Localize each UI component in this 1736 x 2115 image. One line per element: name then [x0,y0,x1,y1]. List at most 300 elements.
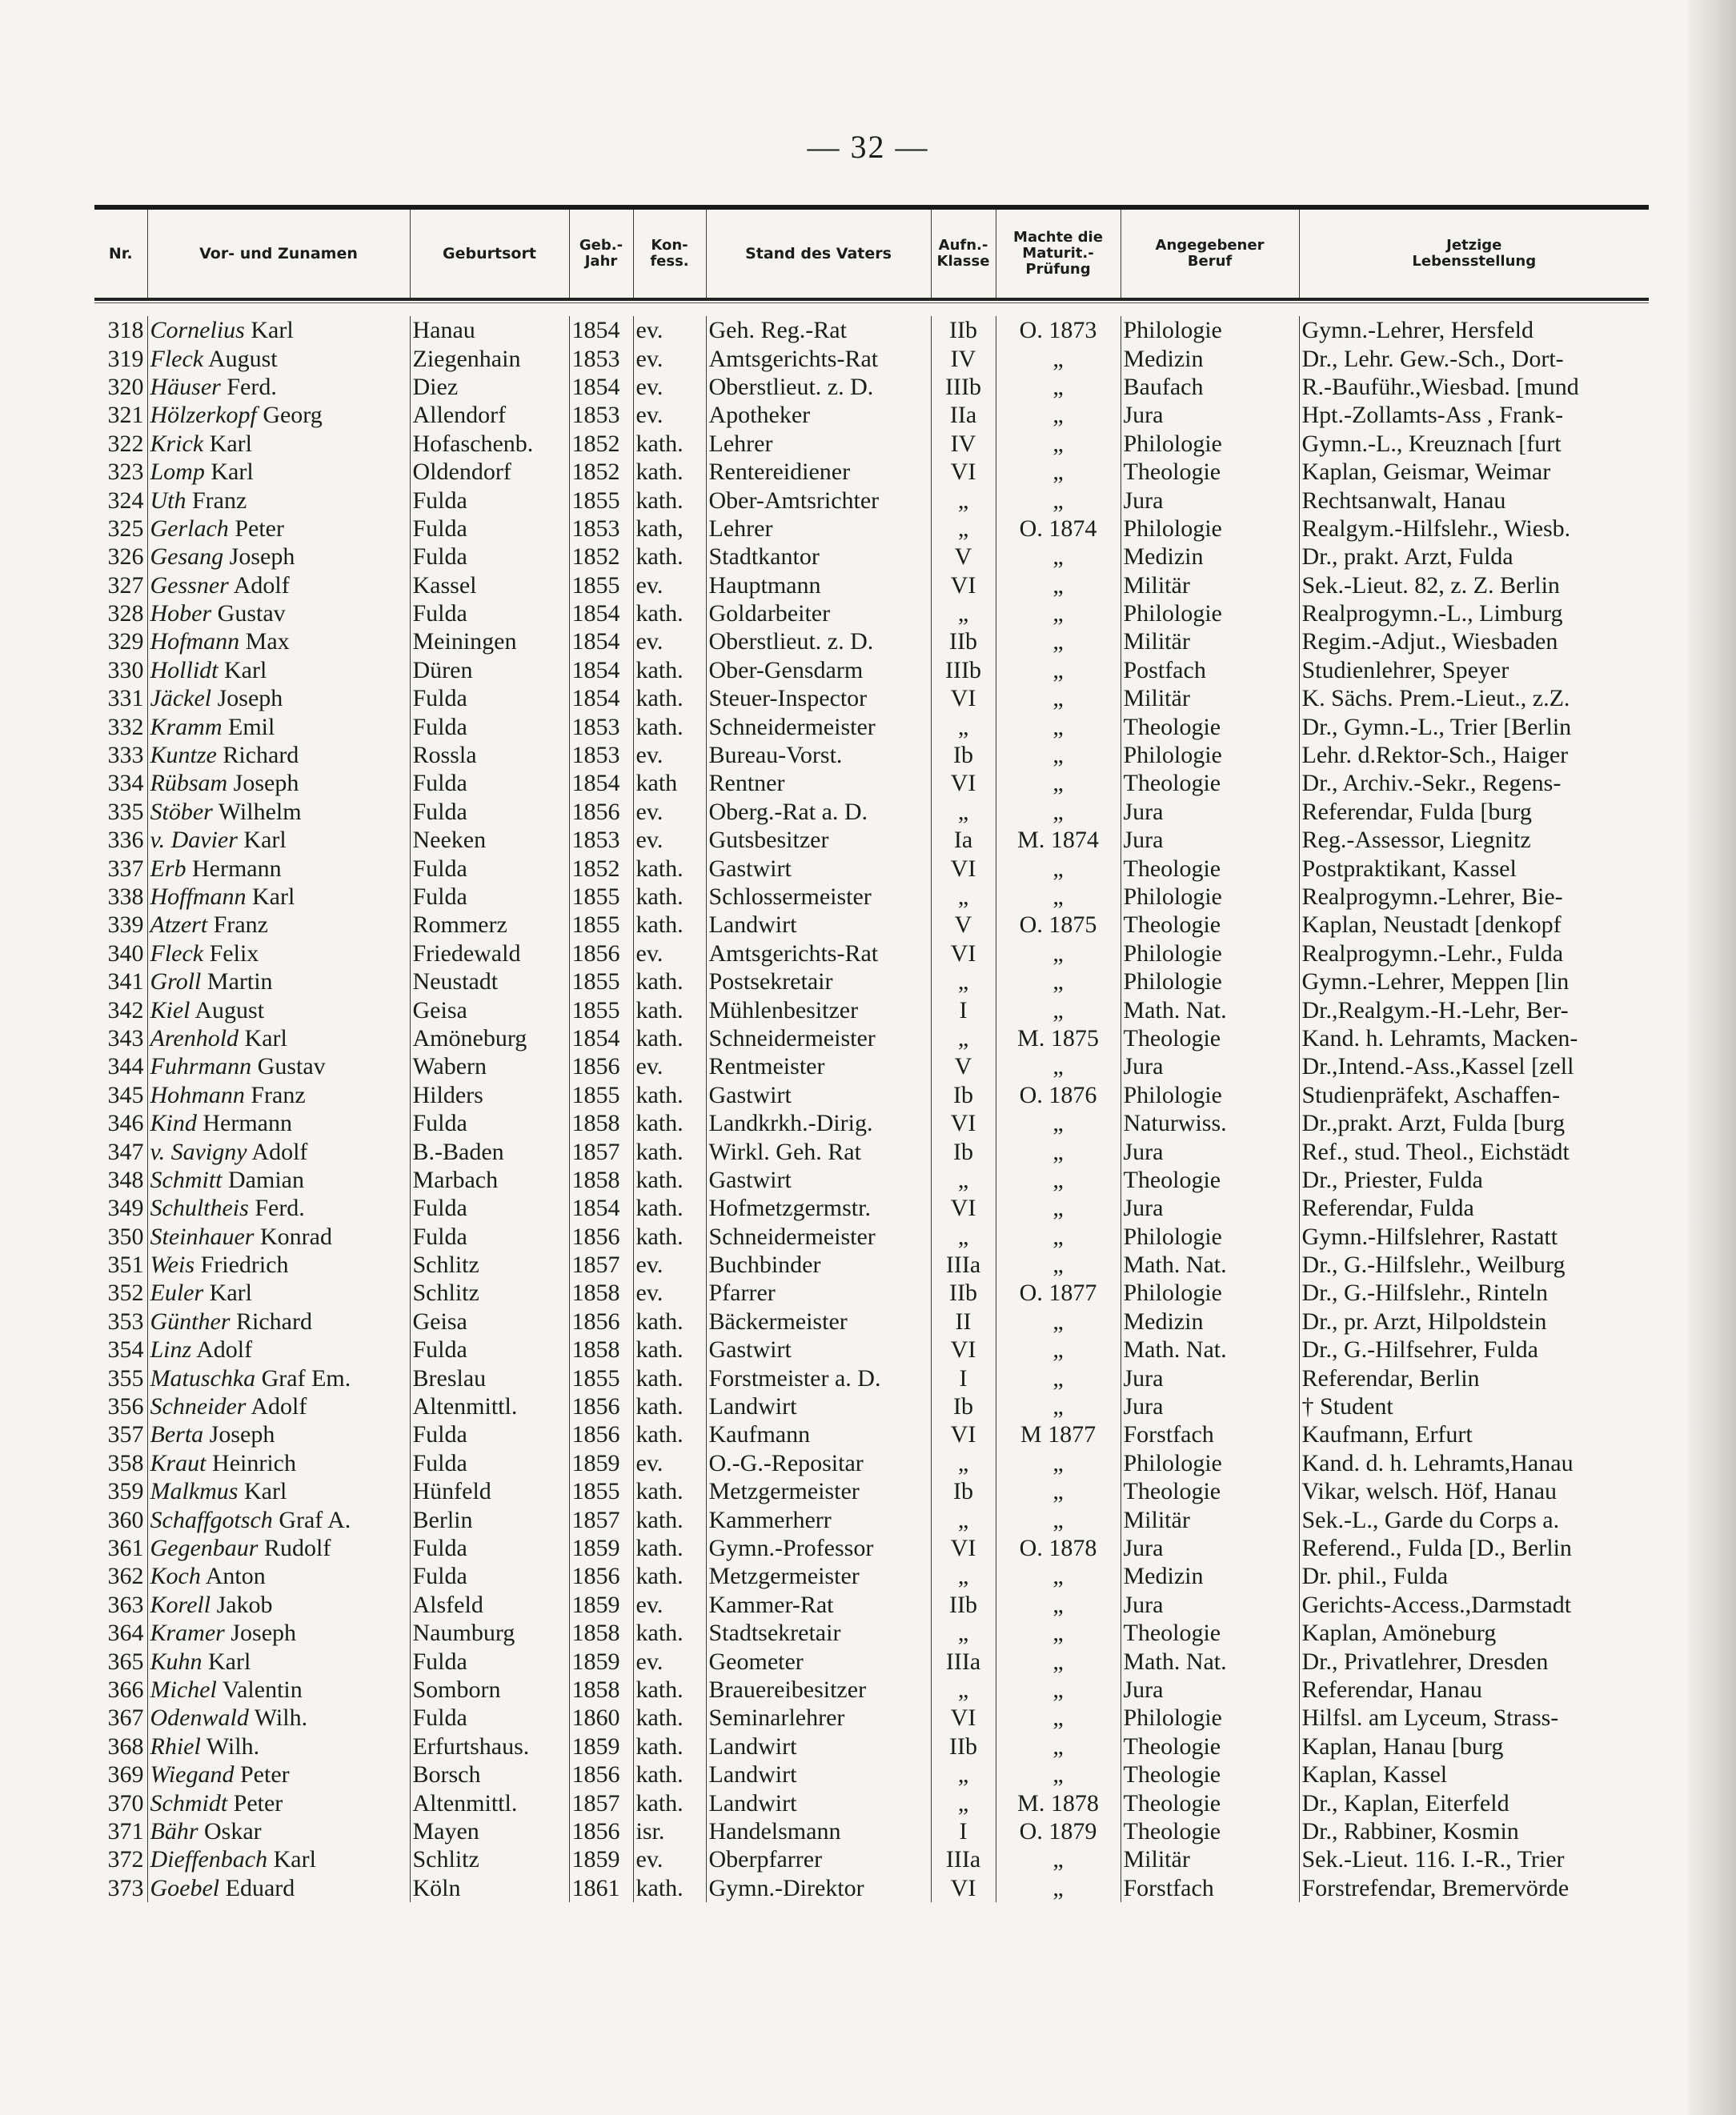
cell-confession: kath. [633,1109,706,1137]
cell-birth-year: 1856 [569,939,633,967]
cell-admission-class: IV [931,344,996,372]
surname: Lomp [150,459,205,486]
cell-profession: Theologie [1121,1760,1299,1789]
cell-profession: Militär [1121,1505,1299,1533]
cell-confession: isr. [633,1817,706,1845]
given-name: Karl [210,459,254,486]
table-row [94,1477,1649,1505]
cell-current-position: Kaplan, Kassel [1301,1761,1448,1789]
cell-birth-year: 1856 [569,1760,633,1789]
table-row [94,627,1649,655]
cell-name [147,1308,410,1336]
cell-profession: Jura [1121,798,1299,826]
cell-admission-class: IIb [931,627,996,655]
cell-current-position: Ref., stud. Theol., Eichstädt [1301,1138,1570,1165]
cell-nr: 323 [94,458,147,486]
cell-admission-class: „ [931,1760,996,1789]
cell-nr: 370 [94,1789,147,1817]
header-admission-class: Aufn.- Klasse [931,210,996,298]
given-name: Graf A. [279,1506,351,1533]
cell-name [147,967,410,995]
cell-admission-class: Ib [931,1081,996,1109]
cell-admission-class: IIb [931,316,996,344]
surname: Fuhrmann [150,1053,252,1080]
cell-birth-year: 1856 [569,1420,633,1448]
cell-nr: 332 [94,712,147,740]
table-row [94,741,1649,769]
table-row [94,798,1649,826]
cell-birth-year: 1853 [569,401,633,429]
cell-name [147,684,410,712]
cell-current-position: Dr.,Intend.-Ass.,Kassel [zell [1301,1053,1574,1080]
cell-admission-class: IV [931,430,996,458]
cell-admission-class: „ [931,599,996,627]
surname: Dieffenbach [150,1846,268,1873]
cell-confession: kath. [633,1223,706,1251]
table-row [94,712,1649,740]
cell-birthplace: Schlitz [410,1251,569,1279]
surname: Steinhauer [150,1223,255,1250]
cell-matur-exam: „ [996,741,1121,769]
cell-nr: 321 [94,401,147,429]
cell-birth-year: 1858 [569,1676,633,1704]
given-name: Emil [228,713,275,740]
cell-father: Schneidermeister [706,1223,931,1251]
cell-admission-class: „ [931,1789,996,1817]
given-name: Adolf [251,1393,307,1420]
surname: Kramm [150,713,223,740]
surname: Korell [150,1591,211,1618]
cell-nr: 368 [94,1732,147,1760]
cell-matur-exam: „ [996,939,1121,967]
cell-matur-exam: O. 1879 [996,1817,1121,1845]
cell-current-position: Postpraktikant, Kassel [1301,855,1517,882]
cell-current-position: Vikar, welsch. Höf, Hanau [1301,1478,1558,1505]
cell-admission-class: VI [931,1109,996,1137]
page-edge-shadow [1688,0,1736,2115]
cell-father: Kaufmann [706,1420,931,1448]
cell-birthplace: Somborn [410,1676,569,1704]
given-name: Peter [235,515,284,542]
cell-current-position: Kaplan, Amöneburg [1301,1620,1497,1647]
table-row [94,599,1649,627]
cell-admission-class: „ [931,1619,996,1647]
surname: Linz [150,1336,192,1364]
cell-confession: kath. [633,1732,706,1760]
cell-matur-exam: „ [996,1392,1121,1420]
cell-current-position: Studienpräfekt, Aschaffen- [1301,1081,1561,1108]
given-name: Oskar [204,1817,262,1845]
surname: Kuntze [150,742,217,769]
table-row [94,1704,1649,1732]
header-birthplace: Geburtsort [410,210,569,298]
cell-name [147,826,410,854]
surname: Kiel [150,996,190,1023]
given-name: Hermann [202,1110,292,1137]
cell-nr: 327 [94,571,147,599]
given-name: Wilh. [206,1732,260,1760]
cell-current-position: Dr., G.-Hilfslehr., Rinteln [1301,1280,1548,1307]
cell-name [147,656,410,684]
cell-admission-class: VI [931,1873,996,1901]
cell-birthplace: Friedewald [410,939,569,967]
table-row [94,826,1649,854]
cell-name [147,1676,410,1704]
cell-name [147,373,410,401]
surname: Kuhn [150,1648,202,1675]
cell-confession: kath. [633,1505,706,1533]
cell-confession: ev. [633,627,706,655]
cell-nr: 356 [94,1392,147,1420]
cell-nr: 318 [94,316,147,344]
cell-confession: kath. [633,1676,706,1704]
cell-nr: 354 [94,1336,147,1364]
cell-matur-exam: „ [996,769,1121,797]
cell-name [147,401,410,429]
cell-birth-year: 1855 [569,1364,633,1392]
cell-profession: Philologie [1121,1449,1299,1477]
given-name: Karl [252,883,295,910]
cell-confession: kath. [633,543,706,571]
cell-birthplace: Oldendorf [410,458,569,486]
cell-nr: 329 [94,627,147,655]
cell-father: Postsekretair [706,967,931,995]
cell-birthplace: Fulda [410,515,569,543]
cell-name [147,1449,410,1477]
cell-profession: Baufach [1121,373,1299,401]
cell-birth-year: 1853 [569,741,633,769]
cell-name [147,1166,410,1194]
cell-admission-class: V [931,543,996,571]
cell-name [147,1562,410,1590]
given-name: August [207,345,278,372]
cell-nr: 337 [94,854,147,882]
cell-profession: Philologie [1121,316,1299,344]
cell-birth-year: 1856 [569,1223,633,1251]
cell-birthplace: Breslau [410,1364,569,1392]
cell-name [147,1364,410,1392]
given-name: Adolf [233,571,290,599]
cell-current-position: Referend., Fulda [D., Berlin [1301,1534,1572,1561]
given-name: Wilh. [254,1704,308,1732]
cell-father: Rentmeister [706,1052,931,1080]
cell-profession: Medizin [1121,543,1299,571]
cell-birth-year: 1858 [569,1336,633,1364]
cell-admission-class: I [931,1364,996,1392]
cell-confession: ev. [633,316,706,344]
cell-name [147,1251,410,1279]
cell-father: Lehrer [706,430,931,458]
table-row [94,1647,1649,1675]
surname: Matuschka [150,1364,256,1392]
cell-admission-class: „ [931,967,996,995]
cell-father: Metzgermeister [706,1562,931,1590]
cell-birth-year: 1859 [569,1732,633,1760]
cell-birth-year: 1856 [569,798,633,826]
cell-birth-year: 1854 [569,627,633,655]
cell-matur-exam: „ [996,967,1121,995]
cell-birth-year: 1854 [569,316,633,344]
header-birth-year: Geb.- Jahr [569,210,633,298]
surname: Schultheis [150,1195,249,1222]
cell-admission-class: Ib [931,1137,996,1165]
cell-name [147,1789,410,1817]
cell-name [147,1477,410,1505]
surname: Rhiel [150,1732,201,1760]
table-row [94,1760,1649,1789]
cell-name [147,1109,410,1137]
cell-current-position: Hilfsl. am Lyceum, Strass- [1301,1704,1559,1732]
cell-matur-exam: „ [996,854,1121,882]
cell-profession: Math. Nat. [1121,1647,1299,1675]
surname: Hoffmann [150,883,247,910]
cell-nr: 348 [94,1166,147,1194]
cell-name [147,1760,410,1789]
cell-matur-exam: „ [996,1194,1121,1222]
given-name: Richard [223,742,299,769]
cell-current-position: Dr., G.-Hilfslehr., Weilburg [1301,1252,1566,1279]
cell-father: Gymn.-Direktor [706,1873,931,1901]
cell-current-position: Kaplan, Geismar, Weimar [1301,459,1551,486]
cell-birth-year: 1857 [569,1789,633,1817]
cell-name [147,1873,410,1901]
cell-name [147,741,410,769]
cell-name [147,854,410,882]
cell-father: Buchbinder [706,1251,931,1279]
cell-profession: Militär [1121,571,1299,599]
cell-current-position: Gerichts-Access.,Darmstadt [1301,1591,1572,1618]
cell-nr: 365 [94,1647,147,1675]
surname: Arenhold [150,1024,239,1051]
cell-current-position: Gymn.-L., Kreuznach [furt [1301,430,1562,457]
given-name: Karl [209,430,252,457]
cell-father: Kammerherr [706,1505,931,1533]
cell-current-position: Realprogymn.-Lehr., Fulda [1301,939,1564,967]
cell-matur-exam: „ [996,1760,1121,1789]
cell-profession: Militär [1121,1845,1299,1873]
cell-confession: kath. [633,1081,706,1109]
cell-name [147,883,410,911]
student-register-table [94,210,1649,1902]
cell-profession: Postfach [1121,656,1299,684]
cell-current-position: Forstrefendar, Bremervörde [1301,1874,1570,1901]
cell-confession: ev. [633,1647,706,1675]
cell-admission-class: „ [931,1223,996,1251]
given-name: Graf Em. [261,1364,351,1392]
table-row [94,939,1649,967]
cell-confession: ev. [633,798,706,826]
cell-admission-class: VI [931,1420,996,1448]
cell-current-position: Referendar, Fulda [burg [1301,798,1532,825]
cell-admission-class: VI [931,684,996,712]
cell-confession: kath. [633,854,706,882]
cell-name [147,515,410,543]
surname: Hofmann [150,628,240,655]
cell-confession: kath. [633,1166,706,1194]
cell-father: Oberstlieut. z. D. [706,373,931,401]
header-name: Vor- und Zunamen [147,210,410,298]
cell-current-position: Realgym.-Hilfslehr., Wiesb. [1301,515,1571,542]
cell-birthplace: Neeken [410,826,569,854]
cell-profession: Theologie [1121,769,1299,797]
cell-matur-exam: „ [996,1477,1121,1505]
cell-birth-year: 1859 [569,1591,633,1619]
table-row [94,571,1649,599]
cell-birthplace: Fulda [410,1109,569,1137]
cell-nr: 353 [94,1308,147,1336]
cell-confession: kath. [633,1024,706,1052]
cell-nr: 371 [94,1817,147,1845]
cell-nr: 345 [94,1081,147,1109]
cell-current-position: Referendar, Hanau [1301,1676,1482,1703]
cell-nr: 342 [94,995,147,1023]
cell-confession: kath. [633,995,706,1023]
cell-father: Hofmetzgermstr. [706,1194,931,1222]
surname: Gesang [150,543,224,571]
surname: Weis [150,1252,195,1279]
cell-father: Bäckermeister [706,1308,931,1336]
cell-nr: 355 [94,1364,147,1392]
cell-birth-year: 1856 [569,1562,633,1590]
cell-birthplace: Kassel [410,571,569,599]
cell-birthplace: Rossla [410,741,569,769]
cell-current-position: R.-Bauführ.,Wiesbad. [mund [1301,373,1579,400]
cell-father: Ober-Gensdarm [706,656,931,684]
cell-confession: kath. [633,599,706,627]
surname: Cornelius [150,317,245,344]
cell-current-position: Dr.,prakt. Arzt, Fulda [burg [1301,1110,1566,1137]
cell-profession: Medizin [1121,344,1299,372]
table-row [94,854,1649,882]
cell-current-position: Reg.-Assessor, Liegnitz [1301,827,1531,854]
cell-name [147,1704,410,1732]
table-row [94,373,1649,401]
cell-matur-exam: „ [996,430,1121,458]
surname: Stöber [150,798,213,825]
given-name: Peter [233,1789,283,1817]
cell-profession: Jura [1121,1052,1299,1080]
student-register-table-wrapper [94,205,1649,1902]
cell-nr: 357 [94,1420,147,1448]
cell-confession: ev. [633,373,706,401]
cell-admission-class: IIIb [931,656,996,684]
cell-confession: kath. [633,967,706,995]
cell-profession: Naturwiss. [1121,1109,1299,1137]
cell-name [147,1817,410,1845]
cell-birth-year: 1853 [569,826,633,854]
cell-confession: kath. [633,1392,706,1420]
cell-birthplace: Fulda [410,486,569,514]
given-name: Rudolf [263,1534,331,1561]
cell-name [147,1279,410,1307]
cell-birthplace: Fulda [410,712,569,740]
cell-admission-class: IIb [931,1732,996,1760]
cell-father: Bureau-Vorst. [706,741,931,769]
table-row [94,883,1649,911]
surname: Michel [150,1676,217,1703]
cell-current-position: Dr., Kaplan, Eiterfeld [1301,1789,1509,1817]
header-father: Stand des Vaters [706,210,931,298]
header-thin-rule [94,302,1649,303]
surname: Günther [150,1308,231,1335]
table-row [94,995,1649,1023]
cell-birth-year: 1852 [569,854,633,882]
cell-name [147,627,410,655]
cell-profession: Theologie [1121,1166,1299,1194]
cell-matur-exam: „ [996,995,1121,1023]
given-name: Peter [240,1761,290,1789]
cell-birthplace: Geisa [410,1308,569,1336]
cell-matur-exam: O. 1878 [996,1534,1121,1562]
cell-birth-year: 1858 [569,1166,633,1194]
given-name: Karl [224,656,267,683]
cell-nr: 364 [94,1619,147,1647]
cell-current-position: Dr. phil., Fulda [1301,1563,1449,1590]
given-name: Joseph [217,685,283,712]
header-current-position: Jetzige Lebensstellung [1412,237,1537,270]
table-row [94,430,1649,458]
table-row [94,1817,1649,1845]
cell-confession: kath. [633,684,706,712]
cell-birthplace: Hilders [410,1081,569,1109]
cell-profession: Philologie [1121,939,1299,967]
cell-confession: kath. [633,1789,706,1817]
cell-nr: 363 [94,1591,147,1619]
cell-birth-year: 1853 [569,515,633,543]
table-row [94,1449,1649,1477]
cell-name [147,1024,410,1052]
given-name: Valentin [222,1676,303,1703]
cell-father: Landkrkh.-Dirig. [706,1109,931,1137]
cell-name [147,344,410,372]
cell-admission-class: IIIa [931,1647,996,1675]
cell-matur-exam: „ [996,571,1121,599]
cell-nr: 334 [94,769,147,797]
cell-matur-exam: „ [996,401,1121,429]
cell-nr: 344 [94,1052,147,1080]
given-name: Joseph [229,543,295,571]
surname: Bähr [150,1817,198,1845]
cell-admission-class: IIIa [931,1845,996,1873]
cell-confession: kath, [633,515,706,543]
cell-nr: 319 [94,344,147,372]
cell-current-position: Gymn.-Lehrer, Hersfeld [1301,317,1534,344]
given-name: Karl [273,1846,316,1873]
cell-confession: kath. [633,1619,706,1647]
cell-name [147,458,410,486]
cell-nr: 350 [94,1223,147,1251]
header-matur-exam: Machte die Maturit.- Prüfung [996,210,1121,298]
cell-admission-class: IIb [931,1279,996,1307]
cell-matur-exam: „ [996,1166,1121,1194]
given-name: Karl [209,1280,252,1307]
given-name: Georg [263,402,323,429]
table-row [94,1873,1649,1901]
cell-nr: 366 [94,1676,147,1704]
cell-current-position: K. Sächs. Prem.-Lieut., z.Z. [1301,685,1570,712]
surname: v. Savigny [150,1138,247,1165]
cell-matur-exam: „ [996,1052,1121,1080]
given-name: Wilhelm [218,798,302,825]
cell-matur-exam: „ [996,883,1121,911]
cell-admission-class: IIb [931,1591,996,1619]
cell-admission-class: IIIb [931,373,996,401]
cell-nr: 320 [94,373,147,401]
cell-nr: 361 [94,1534,147,1562]
given-name: Karl [251,317,294,344]
cell-current-position: Regim.-Adjut., Wiesbaden [1301,628,1558,655]
table-row [94,344,1649,372]
